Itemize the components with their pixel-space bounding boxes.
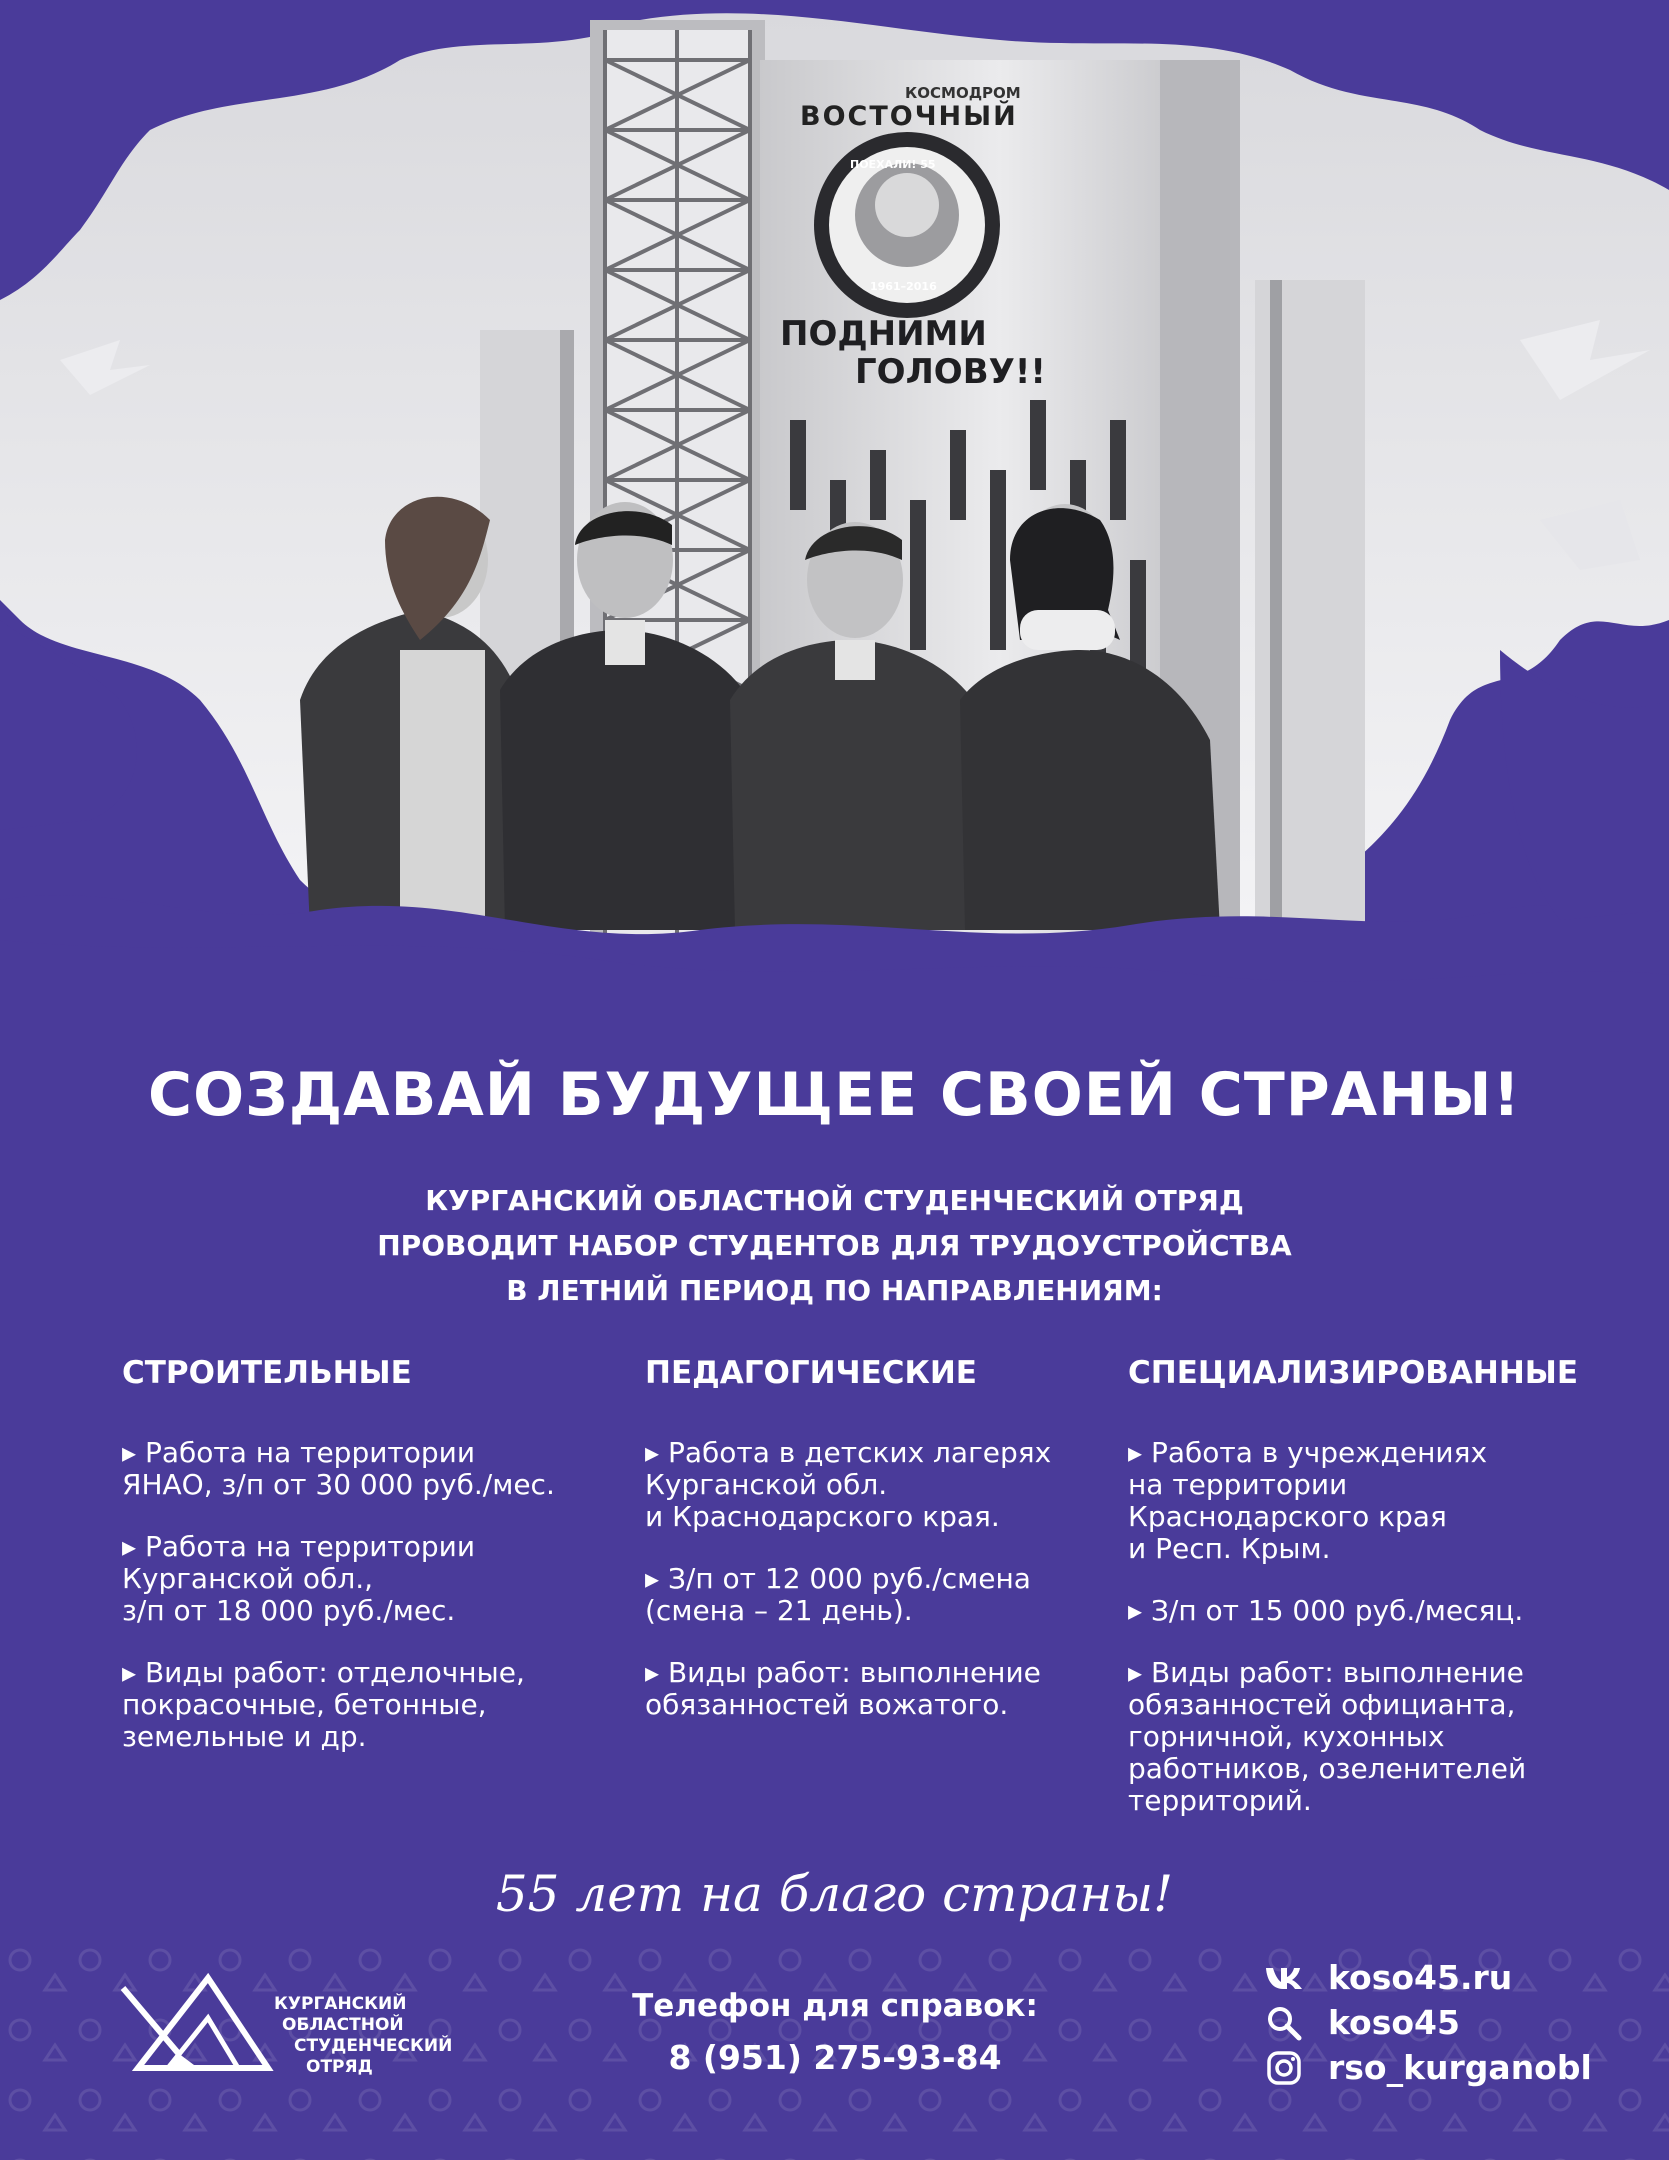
organization-logo: [118, 1968, 478, 2088]
column-item: ▸ Виды работ: выполнение обязанностей официанта, горничной, кухонных работников, озеленителей территорий.: [1128, 1656, 1527, 1817]
logo-text-line: ОБЛАСТНОЙ: [282, 2015, 404, 2035]
banner-slogan-line1: ПОДНИМИ: [780, 314, 987, 354]
intro-line: ПРОВОДИТ НАБОР СТУДЕНТОВ ДЛЯ ТРУДОУСТРОЙСТВА: [377, 1229, 1292, 1262]
hero-photo: [0, 0, 1669, 1000]
vk-icon: [1262, 1960, 1306, 1996]
phone-number[interactable]: 8 (951) 275-93-84: [668, 2038, 1002, 2077]
column-item: ▸ Работа на территории Курганской обл., з/п от 18 000 руб./мес.: [122, 1530, 476, 1627]
column-item: ▸ Виды работ: отделочные, покрасочные, бетонные, земельные и др.: [122, 1656, 525, 1753]
phone-label: Телефон для справок:: [632, 1988, 1038, 2024]
social-link-search[interactable]: [1262, 2000, 1592, 2045]
logo-text: [274, 1994, 452, 2078]
logo-triangle-icon: [118, 1968, 278, 2088]
social-link-vk[interactable]: [1262, 1955, 1592, 2000]
banner-emblem-top: ПОЕХАЛИ! 55: [850, 158, 936, 171]
column-title: СТРОИТЕЛЬНЫЕ: [122, 1355, 412, 1391]
column-pedagogical: [645, 1355, 1115, 1751]
logo-text-line: КУРГАНСКИЙ: [274, 1994, 407, 2014]
column-item: ▸ З/п от 12 000 руб./смена (смена – 21 день).: [645, 1562, 1031, 1627]
banner-cosmodrome-small: КОСМОДРОМ: [905, 84, 1021, 102]
instagram-icon: [1262, 2050, 1306, 2086]
hero-illustration: [0, 0, 1669, 1000]
column-title: СПЕЦИАЛИЗИРОВАННЫЕ: [1128, 1355, 1579, 1391]
search-icon: [1262, 2005, 1306, 2041]
column-construction: [122, 1355, 622, 1783]
column-item: ▸ Виды работ: выполнение обязанностей вожатого.: [645, 1656, 1041, 1721]
intro-text: [0, 1178, 1669, 1313]
contact-phone: [600, 1988, 1070, 2077]
social-text: koso45: [1328, 2003, 1460, 2042]
social-links: [1262, 1955, 1592, 2090]
column-item: ▸ Работа в детских лагерях Курганской обл. и Краснодарского края.: [645, 1436, 1052, 1533]
social-text: rso_kurganobl: [1328, 2048, 1592, 2087]
column-specialized: [1128, 1355, 1648, 1847]
main-headline: СОЗДАВАЙ БУДУЩЕЕ СВОЕЙ СТРАНЫ!: [148, 1060, 1521, 1130]
logo-text-line: ОТРЯД: [306, 2057, 373, 2077]
anniversary-slogan: 55 лет на благо страны!: [495, 1865, 1174, 1923]
social-text: koso45.ru: [1328, 1958, 1513, 1997]
column-item: ▸ Работа на территории ЯНАО, з/п от 30 000 руб./мес.: [122, 1436, 555, 1501]
intro-line: В ЛЕТНИЙ ПЕРИОД ПО НАПРАВЛЕНИЯМ:: [506, 1274, 1163, 1307]
banner-slogan-line2: ГОЛОВУ!!: [855, 352, 1046, 392]
column-item: ▸ З/п от 15 000 руб./месяц.: [1128, 1594, 1524, 1627]
logo-text-line: СТУДЕНЧЕСКИЙ: [294, 2036, 453, 2056]
column-item: ▸ Работа в учреждениях на территории Краснодарского края и Респ. Крым.: [1128, 1436, 1488, 1565]
social-link-instagram[interactable]: [1262, 2045, 1592, 2090]
banner-cosmodrome-big: ВОСТОЧНЫЙ: [800, 101, 1018, 132]
banner-emblem-years: 1961–2016: [870, 280, 937, 293]
intro-line: КУРГАНСКИЙ ОБЛАСТНОЙ СТУДЕНЧЕСКИЙ ОТРЯД: [425, 1184, 1244, 1217]
column-title: ПЕДАГОГИЧЕСКИЕ: [645, 1355, 977, 1391]
